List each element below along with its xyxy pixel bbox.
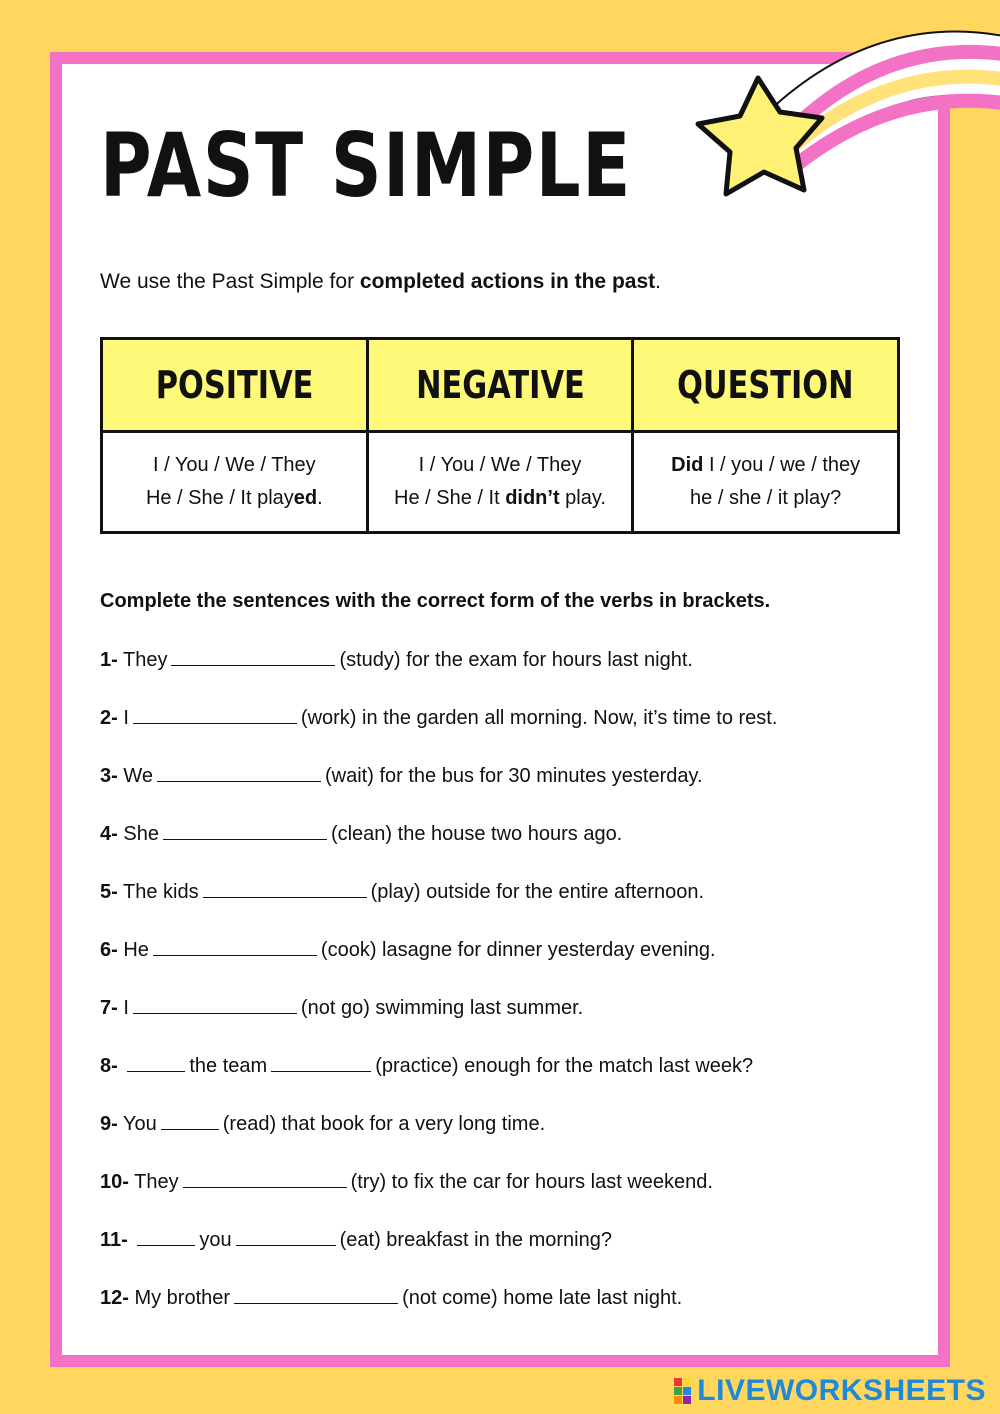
exercise-item: 3- We (wait) for the bus for 30 minutes yesterday.	[100, 760, 777, 818]
cell-question: Did I / you / we / they he / she / it play?	[633, 432, 899, 533]
liveworksheets-logo[interactable]	[674, 1374, 986, 1408]
answer-blank[interactable]	[271, 1052, 371, 1072]
exercise-item: 10- They (try) to fix the car for hours last weekend.	[100, 1166, 777, 1224]
intro-text: We use the Past Simple for completed actions in the past.	[100, 270, 661, 293]
exercise-item: 7- I (not go) swimming last summer.	[100, 992, 777, 1050]
exercise-item: 5- The kids (play) outside for the entire afternoon.	[100, 876, 777, 934]
brand-name: LIVEWORKSHEETS	[697, 1374, 986, 1407]
header-negative: NEGATIVE	[367, 339, 633, 432]
answer-blank[interactable]	[236, 1226, 336, 1246]
page-title: PAST SIMPLE	[100, 114, 632, 217]
header-positive: POSITIVE	[102, 339, 368, 432]
answer-blank[interactable]	[127, 1052, 185, 1072]
exercise-item: 2- I (work) in the garden all morning. Now, it’s time to rest.	[100, 702, 777, 760]
answer-blank[interactable]	[171, 646, 335, 666]
exercise-item: 9- You (read) that book for a very long time.	[100, 1108, 777, 1166]
answer-blank[interactable]	[157, 762, 321, 782]
exercise-item: 4- She (clean) the house two hours ago.	[100, 818, 777, 876]
cell-negative: I / You / We / They He / She / It didn’t play.	[367, 432, 633, 533]
answer-blank[interactable]	[153, 936, 317, 956]
exercise-item: 12- My brother (not come) home late last night.	[100, 1282, 777, 1340]
exercise-item: 1- They (study) for the exam for hours last night.	[100, 644, 777, 702]
answer-blank[interactable]	[133, 994, 297, 1014]
exercise-item: 8- the team (practice) enough for the match last week?	[100, 1050, 777, 1108]
answer-blank[interactable]	[133, 704, 297, 724]
answer-blank[interactable]	[203, 878, 367, 898]
answer-blank[interactable]	[234, 1284, 398, 1304]
answer-blank[interactable]	[163, 820, 327, 840]
grammar-table	[100, 337, 900, 534]
exercise-item: 11- you (eat) breakfast in the morning?	[100, 1224, 777, 1282]
answer-blank[interactable]	[161, 1110, 219, 1130]
exercise-list	[100, 644, 777, 1340]
exercise-instruction: Complete the sentences with the correct form of the verbs in brackets.	[100, 590, 771, 612]
header-question: QUESTION	[633, 339, 899, 432]
exercise-item: 6- He (cook) lasagne for dinner yesterday evening.	[100, 934, 777, 992]
answer-blank[interactable]	[183, 1168, 347, 1188]
shooting-star-rainbow-icon	[680, 0, 1000, 250]
liveworksheets-mark-icon	[674, 1378, 691, 1404]
answer-blank[interactable]	[137, 1226, 195, 1246]
cell-positive: I / You / We / They He / She / It played.	[102, 432, 368, 533]
